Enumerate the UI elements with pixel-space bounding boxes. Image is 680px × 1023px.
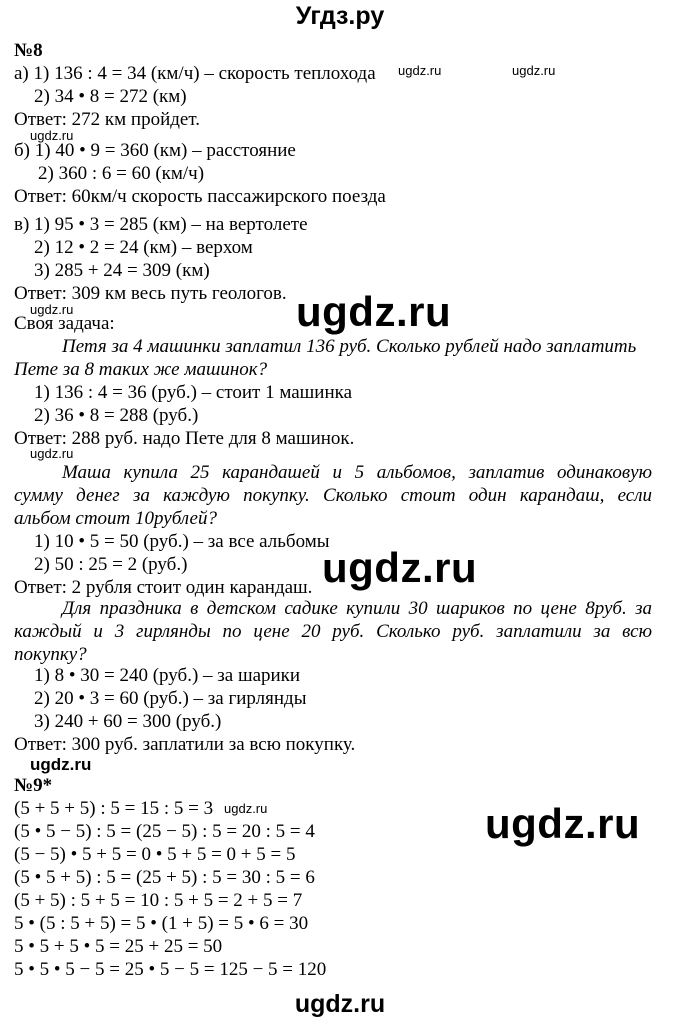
solution-line: 1) 136 : 4 = 36 (руб.) – стоит 1 машинка bbox=[34, 382, 353, 403]
watermark-big: ugdz.ru bbox=[296, 288, 452, 335]
expression-line: (5 • 5 + 5) : 5 = (25 + 5) : 5 = 30 : 5 = 6 bbox=[14, 867, 315, 888]
problem-text: Для праздника в детском садике купили 30 шариков по цене 8руб. за bbox=[62, 598, 652, 619]
expression-line: 5 • 5 + 5 • 5 = 25 + 25 = 50 bbox=[14, 936, 223, 957]
problem-text: каждый и 3 гирлянды по цене 20 руб. Сколько руб. заплатили за всю bbox=[14, 621, 652, 642]
solution-line: 1) 10 • 5 = 50 (руб.) – за все альбомы bbox=[34, 531, 330, 552]
watermark-small: ugdz.ru bbox=[30, 755, 92, 774]
solution-line: 2) 360 : 6 = 60 (км/ч) bbox=[38, 163, 205, 184]
watermark-small: ugdz.ru bbox=[30, 128, 74, 143]
expression-line: (5 − 5) • 5 + 5 = 0 • 5 + 5 = 0 + 5 = 5 bbox=[14, 844, 296, 865]
task8-title: №8 bbox=[14, 40, 43, 61]
expression-line: (5 + 5) : 5 + 5 = 10 : 5 + 5 = 2 + 5 = 7 bbox=[14, 890, 303, 911]
task9-title: №9* bbox=[14, 775, 53, 796]
watermark-small: ugdz.ru bbox=[398, 63, 442, 78]
problem-text: Пете за 8 таких же машинок? bbox=[14, 359, 268, 380]
watermark-small: ugdz.ru bbox=[30, 446, 74, 461]
own-task-label: Своя задача: bbox=[14, 313, 115, 334]
site-header: Угдз.ру bbox=[295, 2, 385, 30]
expression-line: 5 • 5 • 5 − 5 = 25 • 5 − 5 = 125 − 5 = 120 bbox=[14, 959, 327, 980]
problem-text: альбом стоит 10рублей? bbox=[14, 508, 217, 529]
problem-text: покупку? bbox=[14, 644, 87, 665]
expression-line: (5 + 5 + 5) : 5 = 15 : 5 = 3 bbox=[14, 798, 214, 819]
answer-line: Ответ: 60км/ч скорость пассажирского поезда bbox=[14, 186, 386, 207]
solution-line: в) 1) 95 • 3 = 285 (км) – на вертолете bbox=[14, 214, 308, 235]
solution-line: 2) 12 • 2 = 24 (км) – верхом bbox=[34, 237, 253, 258]
solution-line: б) 1) 40 • 9 = 360 (км) – расстояние bbox=[14, 140, 296, 161]
problem-text: сумму денег за каждую покупку. Сколько стоит один карандаш, если bbox=[14, 485, 652, 506]
solution-line: 3) 285 + 24 = 309 (км) bbox=[34, 260, 210, 281]
solution-line: 2) 34 • 8 = 272 (км) bbox=[34, 86, 187, 107]
answer-line: Ответ: 288 руб. надо Пете для 8 машинок. bbox=[14, 428, 355, 449]
answer-line: Ответ: 2 рубля стоит один карандаш. bbox=[14, 577, 313, 598]
answer-line: Ответ: 272 км пройдет. bbox=[14, 109, 200, 130]
watermark-big: ugdz.ru bbox=[322, 544, 478, 591]
watermark-small: ugdz.ru bbox=[512, 63, 556, 78]
watermark-small: ugdz.ru bbox=[224, 801, 268, 816]
solution-line: 2) 20 • 3 = 60 (руб.) – за гирлянды bbox=[34, 688, 307, 709]
expression-line: 5 • (5 : 5 + 5) = 5 • (1 + 5) = 5 • 6 = 30 bbox=[14, 913, 309, 934]
answer-line: Ответ: 300 руб. заплатили за всю покупку. bbox=[14, 734, 356, 755]
watermark-big: ugdz.ru bbox=[485, 800, 641, 847]
problem-text: Петя за 4 машинки заплатил 136 руб. Сколько рублей надо заплатить bbox=[62, 336, 637, 357]
site-footer: ugdz.ru bbox=[294, 990, 386, 1018]
expression-line: (5 • 5 − 5) : 5 = (25 − 5) : 5 = 20 : 5 = 4 bbox=[14, 821, 315, 842]
solution-line: 3) 240 + 60 = 300 (руб.) bbox=[34, 711, 222, 732]
solution-line: а) 1) 136 : 4 = 34 (км/ч) – скорость теплохода bbox=[14, 63, 376, 84]
watermark-small: ugdz.ru bbox=[30, 302, 74, 317]
solution-line: 2) 36 • 8 = 288 (руб.) bbox=[34, 405, 199, 426]
answer-line: Ответ: 309 км весь путь геологов. bbox=[14, 283, 287, 304]
solution-line: 1) 8 • 30 = 240 (руб.) – за шарики bbox=[34, 665, 301, 686]
problem-text: Маша купила 25 карандашей и 5 альбомов, заплатив одинаковую bbox=[62, 462, 652, 483]
solution-line: 2) 50 : 25 = 2 (руб.) bbox=[34, 554, 188, 575]
